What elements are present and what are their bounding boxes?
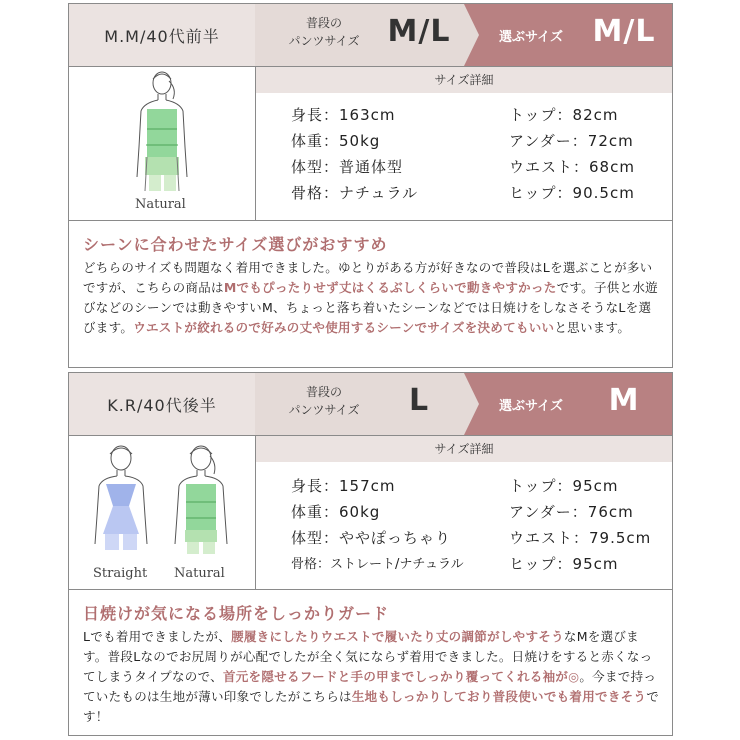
size-details-title: サイズ詳細 bbox=[256, 67, 672, 93]
spec-top: トップ：82cm bbox=[509, 106, 619, 124]
comment-title: 日焼けが気になる場所をしっかりガード bbox=[83, 604, 390, 623]
comment-highlight: 生地もしっかりしており普段使いでも着用できそう bbox=[351, 689, 647, 704]
comment-text: Lでも着用できましたが、 bbox=[83, 629, 232, 644]
spec-skeleton: 骨格：ナチュラル bbox=[291, 184, 419, 202]
spec-height: 身長：157cm bbox=[291, 477, 396, 495]
review-card-1 bbox=[68, 3, 673, 368]
usual-size-label: 普段の パンツサイズ bbox=[288, 16, 360, 48]
spec-body-type: 体型：普通体型 bbox=[291, 158, 404, 176]
comment-text: です！ bbox=[83, 689, 660, 724]
comment-body bbox=[83, 258, 663, 338]
usual-size-value: L bbox=[408, 383, 430, 418]
spec-hip: ヒップ：90.5cm bbox=[509, 184, 635, 202]
usual-size-label: 普段の パンツサイズ bbox=[288, 385, 360, 417]
comment-text: なMを選びます。普段Lなのでお尻周りが心配でしたが全く気にならず着用できました。日焼けをすると赤くなってしまうタイプなので、 bbox=[83, 629, 653, 684]
figure-label: Natural bbox=[135, 197, 186, 212]
spec-body-type: 体型：ややぽっちゃり bbox=[291, 529, 452, 547]
divider bbox=[69, 589, 672, 590]
body-type-figures bbox=[69, 436, 255, 589]
body-type-figure bbox=[69, 67, 255, 220]
spec-top: トップ：95cm bbox=[509, 477, 619, 495]
comment-highlight: Mでもぴったりせず丈はくるぶしくらいで動きやすかった bbox=[223, 280, 557, 295]
divider bbox=[69, 220, 672, 221]
review-header bbox=[69, 373, 672, 435]
reviewer-name: M.M/40代前半 bbox=[69, 4, 255, 66]
review-card-2 bbox=[68, 372, 673, 736]
comment-highlight: ウエストが絞れるので好みの丈や使用するシーンでサイズを決めてもいい bbox=[133, 320, 555, 335]
spec-waist: ウエスト：68cm bbox=[509, 158, 635, 176]
reviewer-name: K.R/40代後半 bbox=[69, 373, 255, 435]
straight-figure-icon bbox=[69, 436, 255, 566]
natural-figure-icon bbox=[69, 67, 255, 197]
spec-weight: 体重：60kg bbox=[291, 503, 381, 521]
comment-text: と思います。 bbox=[554, 320, 631, 335]
comment-highlight: 腰履きにしたりウエストで履いたり丈の調節がしやすそう bbox=[231, 629, 564, 644]
comment-body bbox=[83, 627, 663, 727]
comment-text: どちらのサイズも問題なく着用できました。ゆとりがある方が好きなので普段はLを選ぶことが多いですが、こちらの商品は bbox=[83, 260, 653, 295]
spec-weight: 体重：50kg bbox=[291, 132, 381, 150]
spec-under: アンダー：76cm bbox=[509, 503, 634, 521]
spec-hip: ヒップ：95cm bbox=[509, 555, 619, 573]
chosen-size-value: M bbox=[608, 383, 640, 418]
spec-waist: ウエスト：79.5cm bbox=[509, 529, 652, 547]
review-header bbox=[69, 4, 672, 66]
size-details-title: サイズ詳細 bbox=[256, 436, 672, 462]
usual-size-value: M/L bbox=[387, 14, 451, 49]
figure-label: Straight bbox=[93, 566, 148, 581]
figure-label: Natural bbox=[174, 566, 225, 581]
comment-text: です。子供と水遊びなどのシーンでは動きやすいM、ちょっと落ち着いたシーンなどでは日焼けをしなさそうなLを選びます。 bbox=[83, 280, 658, 335]
spec-under: アンダー：72cm bbox=[509, 132, 634, 150]
comment-title: シーンに合わせたサイズ選びがおすすめ bbox=[83, 235, 388, 254]
chosen-size-label: 選ぶサイズ bbox=[499, 399, 563, 414]
comment-text: 。今まで持っていたものは生地が薄い印象でしたがこちらは bbox=[83, 669, 657, 704]
chosen-size-label: 選ぶサイズ bbox=[499, 30, 563, 45]
spec-skeleton: 骨格：ストレート/ナチュラル bbox=[291, 557, 464, 572]
comment-highlight: 首元を隠せるフードと手の甲までしっかり覆ってくれる袖が◎ bbox=[222, 669, 580, 684]
chosen-size-value: M/L bbox=[592, 14, 656, 49]
spec-height: 身長：163cm bbox=[291, 106, 396, 124]
